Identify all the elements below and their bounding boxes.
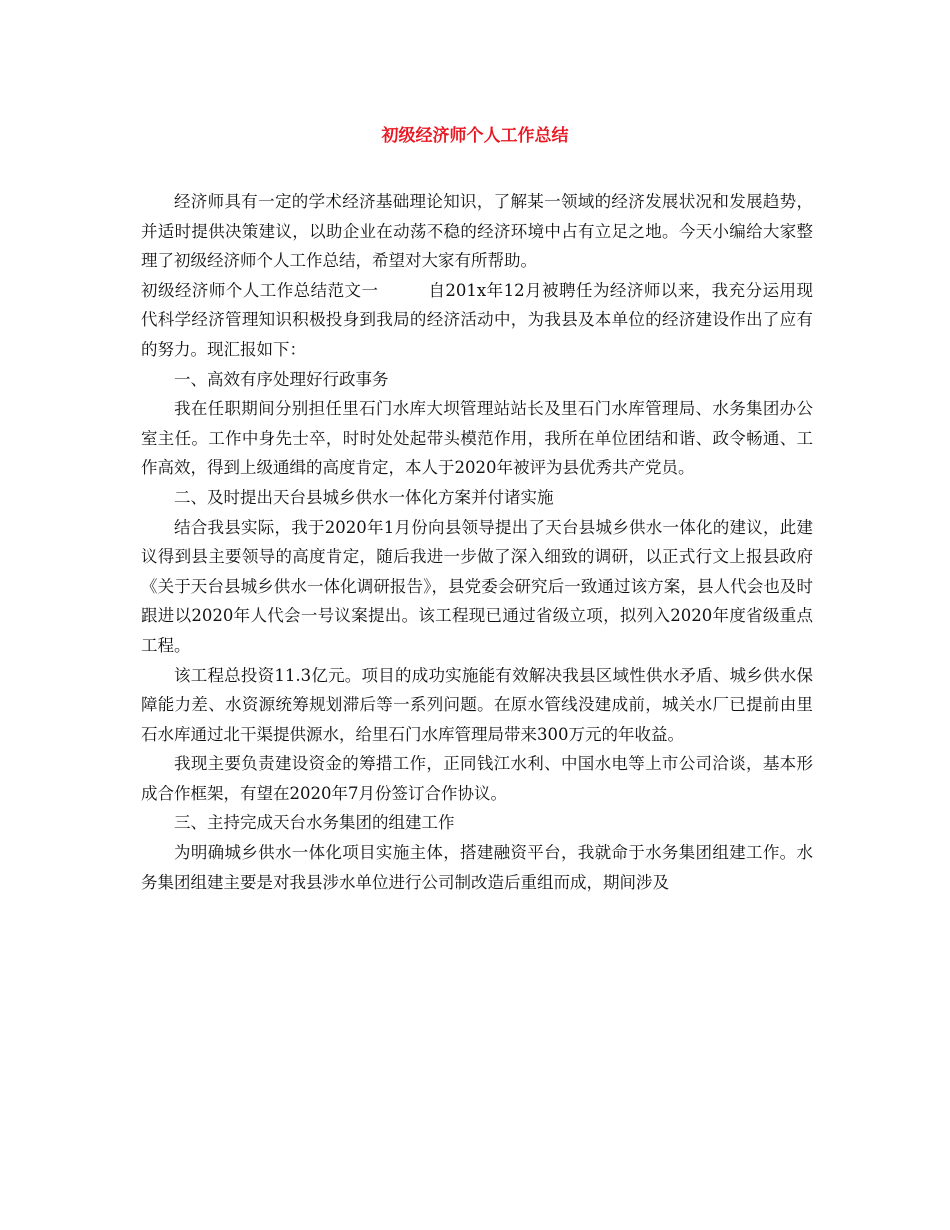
section-heading-3: 三、主持完成天台水务集团的组建工作 xyxy=(174,813,455,833)
sample-paragraph xyxy=(141,276,813,365)
page-title: 初级经济师个人工作总结 xyxy=(381,126,569,146)
body-paragraph: 为明确城乡供水一体化项目实施主体，搭建融资平台，我就命于水务集团组建工作。水务集团组建主要是对我县涉水单位进行公司制改造后重组而成，期间涉及 xyxy=(141,843,813,892)
intro-paragraph: 经济师具有一定的学术经济基础理论知识，了解某一领域的经济发展状况和发展趋势，并适时提供决策建议，以助企业在动荡不稳的经济环境中占有立足之地。今天小编给大家整理了初级经济师个人工作总结，希望对大家有所帮助。 xyxy=(141,192,813,271)
sample-heading: 初级经济师个人工作总结范文一 xyxy=(141,280,379,300)
body-paragraph: 我现主要负责建设资金的筹措工作，正同钱江水利、中国水电等上市公司洽谈，基本形成合作框架，有望在2020年7月份签订合作协议。 xyxy=(141,754,813,803)
body-paragraph: 我在任职期间分别担任里石门水库大坝管理站站长及里石门水库管理局、水务集团办公室主任。工作中身先士卒，时时处处起带头模范作用，我所在单位团结和谐、政令畅通、工作高效，得到上级通缉的高度肯定，本人于2020年被评为县优秀共产党员。 xyxy=(141,399,813,478)
document-body xyxy=(141,187,813,897)
section-heading-1: 一、高效有序处理好行政事务 xyxy=(174,369,389,389)
section-heading-2: 二、及时提出天台县城乡供水一体化方案并付诸实施 xyxy=(174,487,554,507)
sample-opening-text: 自201x年12月被聘任为经济师以来，我充分运用现代科学经济管理知识积极投身到我局的经济活动中，为我县及本单位的经济建设作出了应有的努力。现汇报如下： xyxy=(141,280,814,359)
body-paragraph: 结合我县实际，我于2020年1月份向县领导提出了天台县城乡供水一体化的建议，此建议得到县主要领导的高度肯定，随后我进一步做了深入细致的调研，以正式行文上报县政府《关于天台县城乡供水一体化调研报告》，县党委会研究后一致通过该方案，县人代会也及时跟进以2020年人代会一号议案提出。该工程现已通过省级立项，拟列入2020年度省级重点工程。 xyxy=(141,517,813,655)
body-paragraph: 该工程总投资11.3亿元。项目的成功实施能有效解决我县区域性供水矛盾、城乡供水保障能力差、水资源统筹规划滞后等一系列问题。在原水管线没建成前，城关水厂已提前由里石水库通过北干渠提供源水，给里石门水库管理局带来300万元的年收益。 xyxy=(141,665,813,744)
